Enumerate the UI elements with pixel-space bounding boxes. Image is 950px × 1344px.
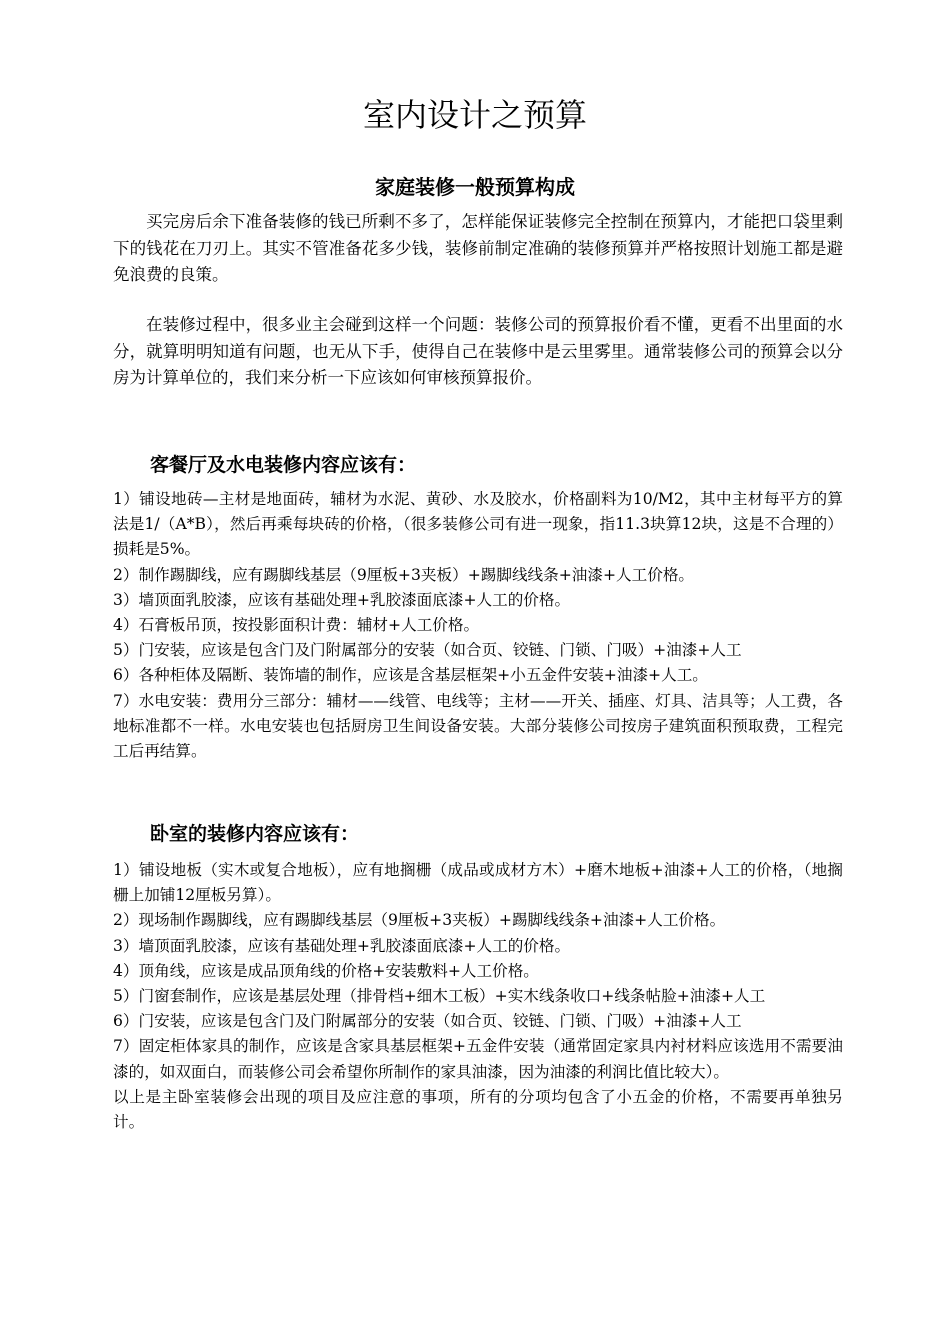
section-heading-bedroom: 卧室的装修内容应该有： bbox=[150, 823, 360, 845]
living-items-list bbox=[113, 487, 843, 764]
list-item: 2）现场制作踢脚线，应有踢脚线基层（9厘板+3夹板）+踢脚线线条+油漆+人工价格。 bbox=[113, 911, 726, 930]
document-title: 室内设计之预算 bbox=[362, 96, 587, 134]
list-item: 7）水电安装：费用分三部分：辅材——线管、电线等；主材——开关、插座、灯具、洁具等；人工费，各地标准都不一样。水电安装也包括厨房卫生间设备安装。大部分装修公司按房子建筑面积预取费，工程完工后再结算。 bbox=[113, 691, 843, 761]
list-item: 4）石膏板吊顶，按投影面积计费：辅材+人工价格。 bbox=[113, 616, 480, 635]
list-item: 3）墙顶面乳胶漆，应该有基础处理+乳胶漆面底漆+人工的价格。 bbox=[113, 590, 571, 609]
list-item: 4）顶角线，应该是成品顶角线的价格+安装敷料+人工价格。 bbox=[113, 961, 539, 980]
list-item: 5）门窗套制作，应该是基层处理（排骨档+细木工板）+实木线条收口+线条帖脸+油漆+人工 bbox=[113, 987, 766, 1006]
intro-paragraph: 在装修过程中，很多业主会碰到这样一个问题：装修公司的预算报价看不懂，更看不出里面的水分，就算明明知道有问题，也无从下手，使得自己在装修中是云里雾里。通常装修公司的预算会以分房为计算单位的，我们来分析一下应该如何审核预算报价。 bbox=[113, 315, 843, 388]
list-item: 2）制作踢脚线，应有踢脚线基层（9厘板+3夹板）+踢脚线线条+油漆+人工价格。 bbox=[113, 565, 695, 584]
bedroom-items-list bbox=[113, 858, 843, 1135]
list-item: 7）固定柜体家具的制作，应该是含家具基层框架+五金件安装（通常固定家具内衬材料应该选用不需要油漆的，如双面白，而装修公司会希望你所制作的家具油漆，因为油漆的利润比值比较大）。 bbox=[113, 1037, 843, 1081]
document-subtitle: 家庭装修一般预算构成 bbox=[375, 175, 575, 199]
list-item: 6）各种柜体及隔断、装饰墙的制作，应该是含基层框架+小五金件安装+油漆+人工。 bbox=[113, 666, 708, 685]
intro-paragraph: 买完房后余下准备装修的钱已所剩不多了，怎样能保证装修完全控制在预算内，才能把口袋里剩下的钱花在刀刃上。其实不管准备花多少钱，装修前制定准确的装修预算并严格按照计划施工都是避免浪费的良策。 bbox=[113, 212, 843, 285]
list-item: 3）墙顶面乳胶漆，应该有基础处理+乳胶漆面底漆+人工的价格。 bbox=[113, 936, 571, 955]
list-item: 1）铺设地板（实木或复合地板），应有地搁栅（成品或成材方木）+磨木地板+油漆+人工的价格，（地搁栅上加铺12厘板另算）。 bbox=[113, 861, 843, 905]
section-heading-living: 客餐厅及水电装修内容应该有： bbox=[150, 454, 417, 476]
list-item: 1）铺设地砖—主材是地面砖，辅材为水泥、黄砂、水及胶水，价格副料为10/M2，其中主材每平方的算法是1/（A*B），然后再乘每块砖的价格，（很多装修公司有进一现象，指11.3块算12块，这是不合理的）损耗是5%。 bbox=[113, 490, 843, 559]
list-item: 以上是主卧室装修会出现的项目及应注意的事项，所有的分项均包含了小五金的价格，不需要再单独另计。 bbox=[113, 1087, 843, 1132]
list-item: 5）门安装，应该是包含门及门附属部分的安装（如合页、铰链、门锁、门吸）+油漆+人工 bbox=[113, 641, 742, 660]
list-item: 6）门安装，应该是包含门及门附属部分的安装（如合页、铰链、门锁、门吸）+油漆+人工 bbox=[113, 1012, 742, 1031]
